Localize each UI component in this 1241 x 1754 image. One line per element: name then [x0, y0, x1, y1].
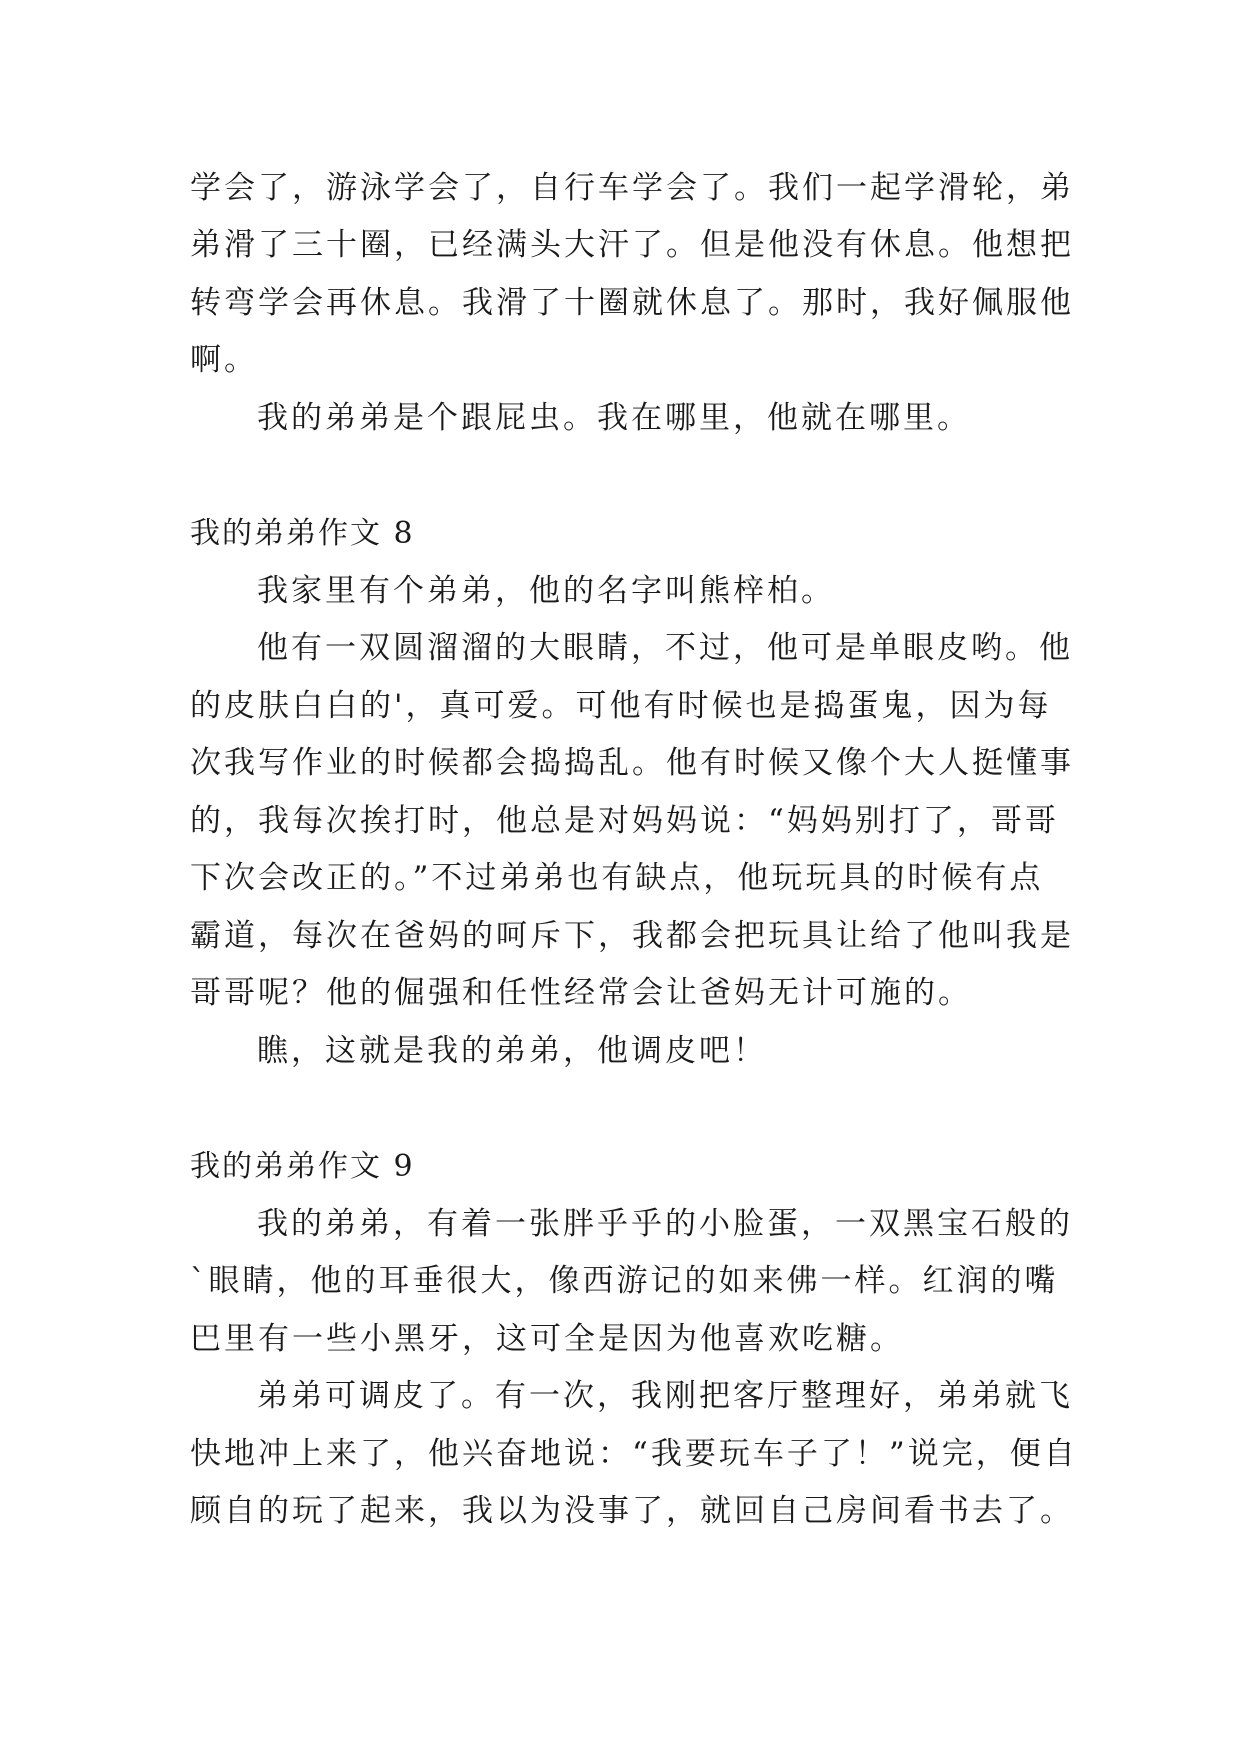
- paragraph-line: 学会了，游泳学会了，自行车学会了。我们一起学滑轮，弟: [190, 170, 1074, 206]
- paragraph-line: 他有一双圆溜溜的大眼睛，不过，他可是单眼皮哟。他: [257, 630, 1073, 666]
- paragraph-line: 啊。: [190, 342, 258, 378]
- paragraph-line: 弟弟可调皮了。有一次，我刚把客厅整理好，弟弟就飞: [257, 1378, 1073, 1414]
- paragraph-line: 下次会改正的。”不过弟弟也有缺点，他玩玩具的时候有点: [190, 860, 1044, 896]
- paragraph-line: `眼睛，他的耳垂很大，像西游记的如来佛一样。红润的嘴: [190, 1263, 1059, 1299]
- paragraph-line: 转弯学会再休息。我滑了十圈就休息了。那时，我好佩服他: [190, 285, 1074, 321]
- paragraph-line: 霸道，每次在爸妈的呵斥下，我都会把玩具让给了他叫我是: [190, 918, 1074, 954]
- section-heading: 我的弟弟作文 9: [190, 1149, 415, 1184]
- paragraph-line: 巴里有一些小黑牙，这可全是因为他喜欢吃糖。: [190, 1321, 904, 1357]
- paragraph-line: 瞧，这就是我的弟弟，他调皮吧！: [257, 1033, 767, 1069]
- paragraph-line: 弟滑了三十圈，已经满头大汗了。但是他没有休息。他想把: [190, 227, 1074, 263]
- paragraph-line: 的，我每次挨打时，他总是对妈妈说：“妈妈别打了，哥哥: [190, 803, 1059, 839]
- paragraph-line: 的皮肤白白的'，真可爱。可他有时候也是捣蛋鬼，因为每: [190, 688, 1052, 724]
- paragraph-line: 次我写作业的时候都会捣捣乱。他有时候又像个大人挺懂事: [190, 745, 1074, 781]
- paragraph-line: 我的弟弟，有着一张胖乎乎的小脸蛋，一双黑宝石般的: [257, 1206, 1073, 1242]
- section-heading: 我的弟弟作文 8: [190, 516, 415, 551]
- paragraph-line: 我家里有个弟弟，他的名字叫熊梓柏。: [257, 573, 835, 609]
- paragraph-line: 顾自的玩了起来，我以为没事了，就回自己房间看书去了。: [190, 1493, 1074, 1529]
- paragraph-line: 我的弟弟是个跟屁虫。我在哪里，他就在哪里。: [257, 400, 971, 436]
- paragraph-line: 快地冲上来了，他兴奋地说：“我要玩车子了！”说完，便自: [190, 1436, 1078, 1472]
- paragraph-line: 哥哥呢？他的倔强和任性经常会让爸妈无计可施的。: [190, 975, 972, 1011]
